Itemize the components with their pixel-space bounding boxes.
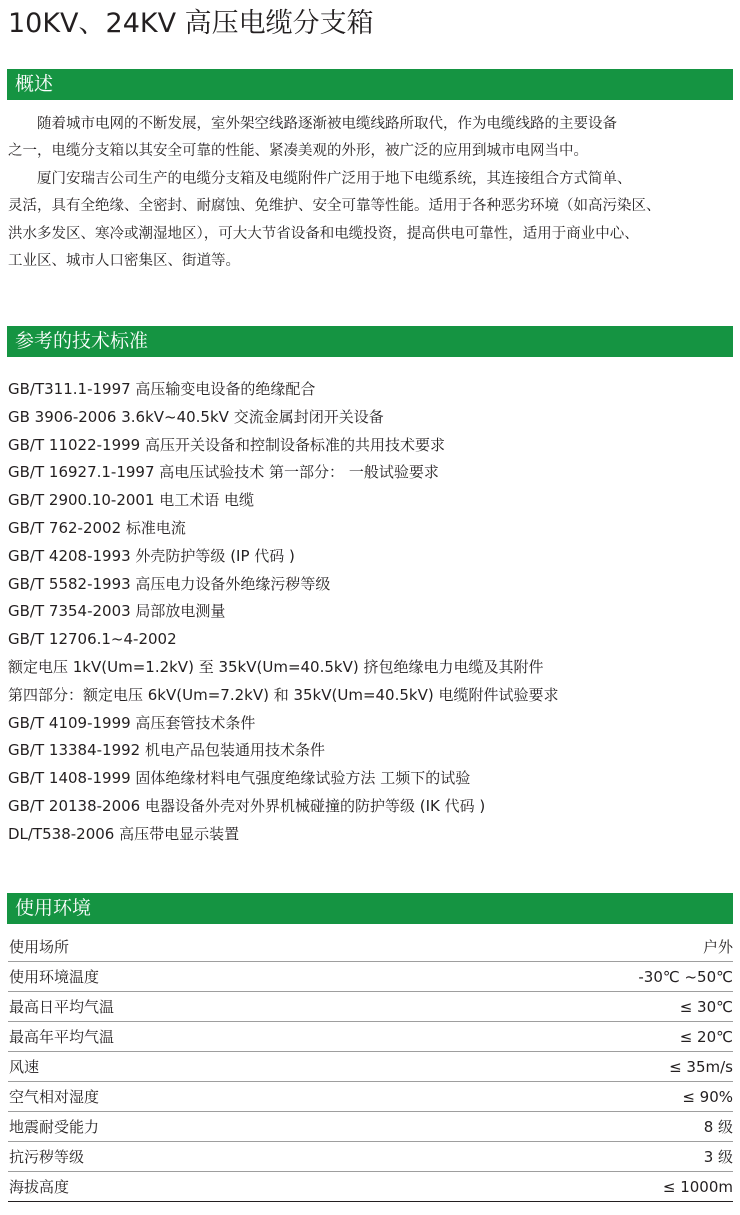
- section-header-overview: 概述: [7, 69, 733, 100]
- table-row: [8, 1172, 733, 1202]
- standard-item: GB/T 1408-1999 固体绝缘材料电气强度绝缘试验方法 工频下的试验: [8, 769, 471, 788]
- row-label: 最高年平均气温: [9, 1028, 115, 1046]
- section-header-environment: 使用环境: [7, 893, 733, 924]
- row-value: -30℃ ~50℃: [638, 967, 733, 986]
- row-value: ≤ 30℃: [679, 997, 733, 1016]
- table-row: [8, 1082, 733, 1112]
- standard-item: GB/T 4208-1993 外壳防护等级 (IP 代码 ): [8, 546, 295, 565]
- table-row: [8, 932, 733, 962]
- table-row: [8, 962, 733, 992]
- row-value: ≤ 35m/s: [669, 1057, 733, 1076]
- row-label: 使用场所: [9, 938, 70, 956]
- overview-line: 洪水多发区、寒冷或潮湿地区），可大大节省设备和电缆投资，提高供电可靠性，适用于商业中心、: [8, 226, 639, 242]
- table-row: [8, 1112, 733, 1142]
- standard-item: GB/T 11022-1999 高压开关设备和控制设备标准的共用技术要求: [8, 435, 445, 454]
- row-value: 3 级: [703, 1148, 733, 1166]
- standard-item: GB/T 16927.1-1997 高电压试验技术 第一部分： 一般试验要求: [8, 463, 439, 482]
- row-value: ≤ 20℃: [679, 1027, 733, 1046]
- table-row: [8, 1052, 733, 1082]
- standard-item: GB/T 13384-1992 机电产品包装通用技术条件: [8, 741, 325, 760]
- table-row: [8, 1142, 733, 1172]
- overview-line: 之一，电缆分支箱以其安全可靠的性能、紧凑美观的外形，被广泛的应用到城市电网当中。: [8, 143, 588, 159]
- overview-line: 厦门安瑞吉公司生产的电缆分支箱及电缆附件广泛用于地下电缆系统，其连接组合方式简单、: [8, 171, 632, 187]
- table-row: [8, 992, 733, 1022]
- overview-line: 工业区、城市人口密集区、街道等。: [8, 253, 240, 269]
- environment-table: [8, 932, 733, 1202]
- standard-item: GB 3906-2006 3.6kV~40.5kV 交流金属封闭开关设备: [8, 407, 384, 426]
- row-label: 最高日平均气温: [9, 998, 115, 1016]
- row-label: 地震耐受能力: [9, 1118, 100, 1136]
- standard-item: GB/T 20138-2006 电器设备外壳对外界机械碰撞的防护等级 (IK 代码 ): [8, 796, 486, 815]
- overview-line: 灵活，具有全绝缘、全密封、耐腐蚀、免维护、安全可靠等性能。适用于各种恶劣环境（如高污染区、: [8, 198, 661, 214]
- standard-item: GB/T 7354-2003 局部放电测量: [8, 602, 226, 621]
- row-value: 户外: [702, 938, 733, 956]
- row-value: 8 级: [703, 1118, 733, 1136]
- row-label: 使用环境温度: [9, 968, 100, 986]
- standard-item: GB/T 4109-1999 高压套管技术条件: [8, 713, 256, 732]
- standard-item: GB/T 2900.10-2001 电工术语 电缆: [8, 491, 255, 510]
- standard-item: GB/T 762-2002 标准电流: [8, 518, 186, 537]
- standard-item: DL/T538-2006 高压带电显示装置: [8, 824, 240, 843]
- row-value: ≤ 90%: [682, 1087, 733, 1106]
- page-title: 10KV、24KV 高压电缆分支箱: [8, 8, 374, 39]
- standard-item: 额定电压 1kV(Um=1.2kV) 至 35kV(Um=40.5kV) 挤包绝缘电力电缆及其附件: [8, 657, 544, 676]
- row-label: 风速: [9, 1058, 40, 1076]
- row-label: 空气相对湿度: [9, 1088, 100, 1106]
- standard-item: 第四部分：额定电压 6kV(Um=7.2kV) 和 35kV(Um=40.5kV) 电缆附件试验要求: [8, 685, 559, 704]
- row-value: ≤ 1000m: [662, 1177, 733, 1196]
- standard-item: GB/T 12706.1~4-2002: [8, 630, 177, 649]
- table-row: [8, 1022, 733, 1052]
- overview-line: 随着城市电网的不断发展，室外架空线路逐渐被电缆线路所取代，作为电缆线路的主要设备: [8, 116, 617, 132]
- standards-list: [8, 376, 730, 849]
- row-label: 抗污秽等级: [9, 1148, 85, 1166]
- standard-item: GB/T 5582-1993 高压电力设备外绝缘污秽等级: [8, 574, 331, 593]
- section-header-standards: 参考的技术标准: [7, 326, 733, 357]
- standard-item: GB/T311.1-1997 高压输变电设备的绝缘配合: [8, 380, 316, 398]
- row-label: 海拔高度: [9, 1178, 70, 1196]
